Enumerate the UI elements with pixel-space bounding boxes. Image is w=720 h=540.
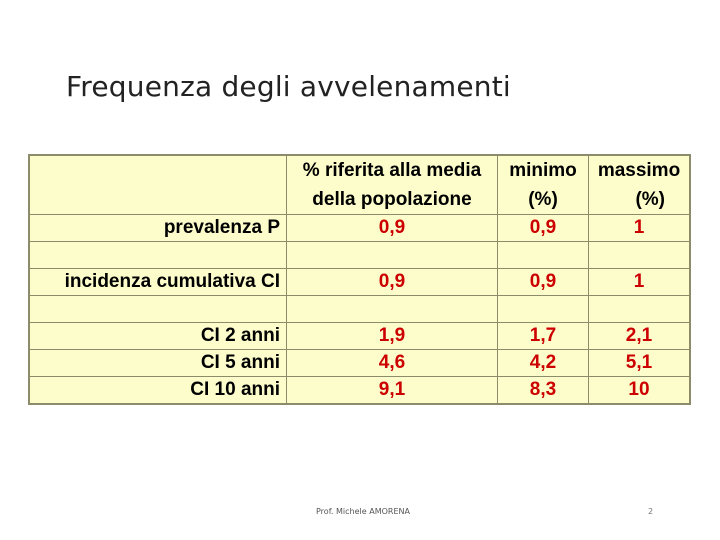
- page-number: 2: [648, 507, 654, 516]
- row-label: CI 10 anni: [29, 377, 287, 405]
- header-media: [287, 155, 498, 215]
- table-header-row: [29, 155, 690, 215]
- row-label: [29, 296, 287, 323]
- cell-massimo: 1: [589, 215, 691, 242]
- cell-minimo: 0,9: [498, 269, 589, 296]
- row-label: CI 5 anni: [29, 350, 287, 377]
- table-row: [29, 215, 690, 242]
- header-empty-cell: [29, 155, 287, 215]
- poisoning-frequency-table: [28, 154, 691, 405]
- cell-minimo: 8,3: [498, 377, 589, 405]
- cell-massimo: [589, 296, 691, 323]
- header-minimo-line2: (%): [528, 189, 558, 210]
- cell-minimo: [498, 296, 589, 323]
- header-minimo-line1: minimo: [509, 160, 577, 181]
- row-label: [29, 242, 287, 269]
- slide-footer: Prof. Michele AMORENA: [316, 507, 410, 516]
- cell-media: 4,6: [287, 350, 498, 377]
- cell-massimo: [589, 242, 691, 269]
- table-row: [29, 350, 690, 377]
- cell-minimo: 1,7: [498, 323, 589, 350]
- table-row: [29, 269, 690, 296]
- cell-minimo: [498, 242, 589, 269]
- cell-massimo: 5,1: [589, 350, 691, 377]
- cell-massimo: 1: [589, 269, 691, 296]
- cell-media: 1,9: [287, 323, 498, 350]
- cell-minimo: 0,9: [498, 215, 589, 242]
- cell-media: [287, 296, 498, 323]
- header-massimo: [589, 155, 691, 215]
- table-row: [29, 377, 690, 405]
- row-label: incidenza cumulativa CI: [29, 269, 287, 296]
- header-media-line2: della popolazione: [312, 189, 472, 210]
- slide-title: Frequenza degli avvelenamenti: [66, 70, 511, 103]
- header-media-line1: % riferita alla media: [302, 160, 482, 181]
- header-massimo-line2: (%): [635, 189, 665, 210]
- cell-massimo: 2,1: [589, 323, 691, 350]
- table-row-spacer: [29, 242, 690, 269]
- cell-media: 0,9: [287, 269, 498, 296]
- row-label: CI 2 anni: [29, 323, 287, 350]
- header-minimo: [498, 155, 589, 215]
- table-row-spacer: [29, 296, 690, 323]
- cell-media: 9,1: [287, 377, 498, 405]
- cell-media: 0,9: [287, 215, 498, 242]
- row-label: prevalenza P: [29, 215, 287, 242]
- table-row: [29, 323, 690, 350]
- cell-minimo: 4,2: [498, 350, 589, 377]
- cell-media: [287, 242, 498, 269]
- cell-massimo: 10: [589, 377, 691, 405]
- header-massimo-line1: massimo: [597, 160, 681, 181]
